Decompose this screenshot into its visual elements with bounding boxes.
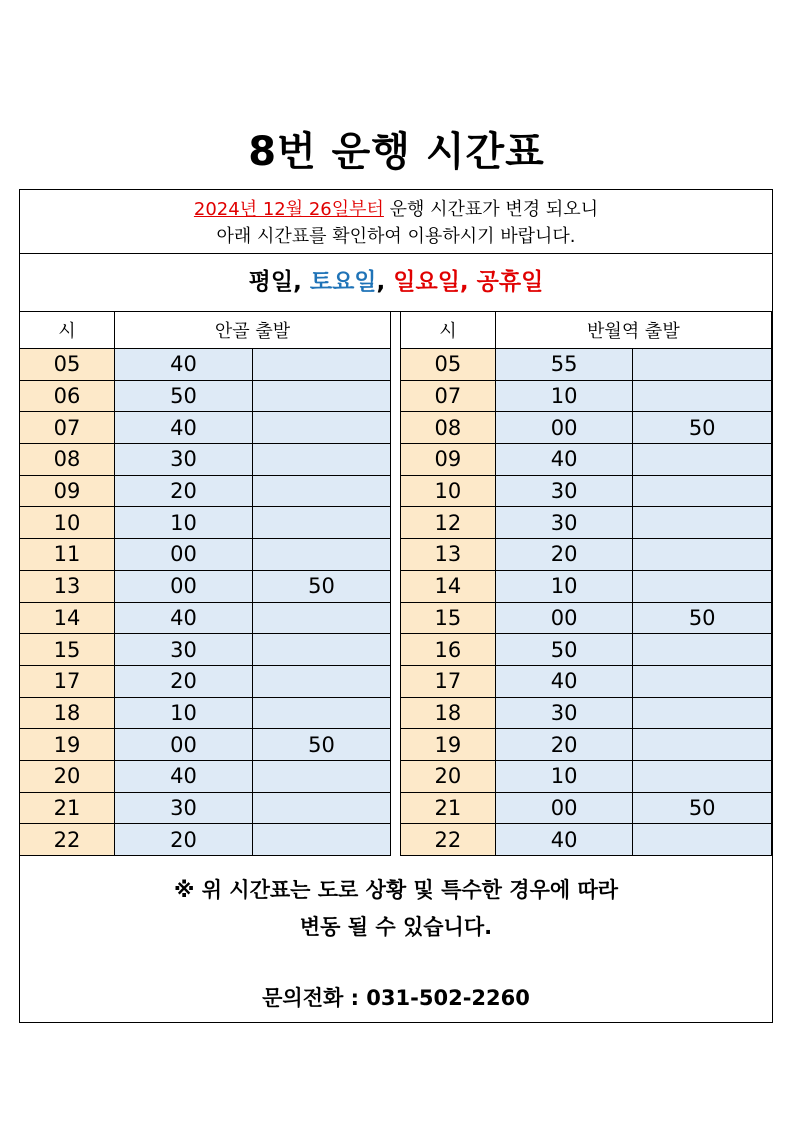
minute-cell-1: 40 xyxy=(115,412,253,444)
minute-cell-1: 00 xyxy=(495,602,633,634)
hour-cell: 05 xyxy=(20,349,115,381)
banwol-station-departure-table xyxy=(400,311,772,856)
hour-cell: 07 xyxy=(401,380,496,412)
minute-cell-2 xyxy=(633,444,772,476)
table-row xyxy=(20,539,391,571)
notice-line-1 xyxy=(20,196,772,223)
minute-cell-2 xyxy=(633,349,772,381)
minute-cell-1: 40 xyxy=(495,665,633,697)
hour-cell: 14 xyxy=(401,570,496,602)
table-row xyxy=(401,444,772,476)
weekday-label: 평일 xyxy=(248,269,294,295)
minute-cell-2 xyxy=(633,380,772,412)
table-row xyxy=(20,760,391,792)
hour-cell: 08 xyxy=(20,444,115,476)
minute-cell-2 xyxy=(253,634,391,666)
minute-cell-1: 00 xyxy=(115,729,253,761)
minute-cell-1: 20 xyxy=(495,729,633,761)
minute-cell-2: 50 xyxy=(633,602,772,634)
hour-cell: 05 xyxy=(401,349,496,381)
minute-cell-2 xyxy=(253,760,391,792)
footer-note xyxy=(20,872,772,946)
table-row xyxy=(401,475,772,507)
minute-cell-2 xyxy=(253,349,391,381)
minute-cell-1: 40 xyxy=(115,602,253,634)
minute-cell-2 xyxy=(633,665,772,697)
minute-cell-2 xyxy=(633,634,772,666)
hour-cell: 16 xyxy=(401,634,496,666)
hour-cell: 10 xyxy=(20,507,115,539)
table-row xyxy=(20,665,391,697)
minute-cell-1: 30 xyxy=(115,444,253,476)
table-row xyxy=(401,539,772,571)
minute-cell-1: 20 xyxy=(115,824,253,856)
table-row xyxy=(20,412,391,444)
hour-cell: 20 xyxy=(20,760,115,792)
hour-cell: 15 xyxy=(20,634,115,666)
minute-cell-2 xyxy=(253,475,391,507)
table-row xyxy=(401,634,772,666)
minute-cell-2: 50 xyxy=(253,729,391,761)
minute-cell-2 xyxy=(253,412,391,444)
footer-note-line-1: ※ 위 시간표는 도로 상황 및 특수한 경우에 따라 xyxy=(173,878,619,902)
table-row xyxy=(401,602,772,634)
saturday-label: 토요일 xyxy=(309,269,377,295)
table-row xyxy=(401,665,772,697)
hour-cell: 17 xyxy=(20,665,115,697)
table-row xyxy=(20,729,391,761)
table-row xyxy=(401,412,772,444)
table-row xyxy=(20,824,391,856)
hour-cell: 09 xyxy=(401,444,496,476)
notice-line-1-rest: 운행 시간표가 변경 되오니 xyxy=(383,199,599,220)
minute-cell-1: 40 xyxy=(115,349,253,381)
minute-cell-1: 00 xyxy=(495,792,633,824)
minute-cell-1: 40 xyxy=(495,824,633,856)
minute-cell-2 xyxy=(633,824,772,856)
minute-cell-1: 50 xyxy=(115,380,253,412)
minute-cell-1: 00 xyxy=(115,539,253,571)
hour-cell: 20 xyxy=(401,760,496,792)
minute-cell-1: 10 xyxy=(115,697,253,729)
table-row xyxy=(401,792,772,824)
hour-cell: 18 xyxy=(20,697,115,729)
minute-cell-2 xyxy=(253,665,391,697)
hour-cell: 17 xyxy=(401,665,496,697)
sunday-label: 일요일 xyxy=(393,269,460,295)
minute-cell-1: 50 xyxy=(495,634,633,666)
hour-cell: 22 xyxy=(20,824,115,856)
minute-cell-1: 20 xyxy=(495,539,633,571)
hour-cell: 18 xyxy=(401,697,496,729)
minute-cell-2: 50 xyxy=(253,570,391,602)
minute-cell-2: 50 xyxy=(633,792,772,824)
minute-cell-1: 10 xyxy=(495,760,633,792)
hour-cell: 15 xyxy=(401,602,496,634)
minute-cell-1: 10 xyxy=(115,507,253,539)
minute-cell-1: 30 xyxy=(495,507,633,539)
hour-cell: 09 xyxy=(20,475,115,507)
change-notice xyxy=(20,190,772,254)
minute-cell-1: 20 xyxy=(115,475,253,507)
minute-cell-2 xyxy=(253,602,391,634)
hour-cell: 08 xyxy=(401,412,496,444)
holiday-label: 공휴일 xyxy=(476,269,544,295)
minute-cell-2 xyxy=(633,539,772,571)
minute-cell-2 xyxy=(253,444,391,476)
table-row xyxy=(401,729,772,761)
minute-cell-1: 00 xyxy=(495,412,633,444)
minute-cell-2: 50 xyxy=(633,412,772,444)
minute-cell-2 xyxy=(253,824,391,856)
hour-cell: 12 xyxy=(401,507,496,539)
hour-cell: 21 xyxy=(401,792,496,824)
hour-header: 시 xyxy=(401,312,496,349)
minute-cell-1: 20 xyxy=(115,665,253,697)
footer-note-line-2: 변동 될 수 있습니다. xyxy=(299,915,493,939)
table-row xyxy=(20,349,391,381)
table-row xyxy=(401,760,772,792)
departure-header: 안골 출발 xyxy=(115,312,391,349)
minute-cell-2 xyxy=(633,507,772,539)
minute-cell-1: 30 xyxy=(115,792,253,824)
minute-cell-2 xyxy=(253,507,391,539)
minute-cell-2 xyxy=(253,697,391,729)
minute-cell-2 xyxy=(253,792,391,824)
minute-cell-2 xyxy=(253,539,391,571)
hour-header: 시 xyxy=(20,312,115,349)
contact-phone: 문의전화 : 031-502-2260 xyxy=(262,986,530,1010)
minute-cell-1: 40 xyxy=(115,760,253,792)
minute-cell-1: 10 xyxy=(495,570,633,602)
departure-header: 반월역 출발 xyxy=(495,312,771,349)
timetable-sheet xyxy=(19,189,773,1023)
hour-cell: 14 xyxy=(20,602,115,634)
minute-cell-2 xyxy=(633,760,772,792)
notice-line-2: 아래 시간표를 확인하여 이용하시기 바랍니다. xyxy=(216,226,576,247)
table-row xyxy=(401,697,772,729)
minute-cell-1: 10 xyxy=(495,380,633,412)
minute-cell-1: 40 xyxy=(495,444,633,476)
table-header-row xyxy=(401,312,772,349)
days-separator: , xyxy=(293,269,310,295)
hour-cell: 13 xyxy=(401,539,496,571)
table-row xyxy=(401,570,772,602)
hour-cell: 21 xyxy=(20,792,115,824)
angol-departure-table xyxy=(19,311,391,856)
hour-cell: 13 xyxy=(20,570,115,602)
minute-cell-1: 30 xyxy=(115,634,253,666)
table-row xyxy=(20,444,391,476)
hour-cell: 10 xyxy=(401,475,496,507)
table-row xyxy=(20,792,391,824)
minute-cell-1: 00 xyxy=(115,570,253,602)
minute-cell-2 xyxy=(633,475,772,507)
days-separator: , xyxy=(376,269,394,295)
effective-date: 2024년 12월 26일부터 xyxy=(193,199,384,220)
table-row xyxy=(401,824,772,856)
hour-cell: 06 xyxy=(20,380,115,412)
table-row xyxy=(20,507,391,539)
hour-cell: 11 xyxy=(20,539,115,571)
hour-cell: 22 xyxy=(401,824,496,856)
table-row xyxy=(20,475,391,507)
table-row xyxy=(401,507,772,539)
minute-cell-1: 30 xyxy=(495,475,633,507)
minute-cell-2 xyxy=(253,380,391,412)
table-row xyxy=(20,697,391,729)
minute-cell-2 xyxy=(633,570,772,602)
minute-cell-2 xyxy=(633,697,772,729)
hour-cell: 07 xyxy=(20,412,115,444)
hour-cell: 19 xyxy=(401,729,496,761)
minute-cell-2 xyxy=(633,729,772,761)
table-row xyxy=(20,380,391,412)
table-header-row xyxy=(20,312,391,349)
days-separator: , xyxy=(459,269,477,295)
table-row xyxy=(20,570,391,602)
page-title: 8번 운행 시간표 xyxy=(248,129,545,175)
minute-cell-1: 55 xyxy=(495,349,633,381)
table-row xyxy=(20,634,391,666)
table-row xyxy=(20,602,391,634)
operating-days xyxy=(20,254,772,312)
minute-cell-1: 30 xyxy=(495,697,633,729)
table-row xyxy=(401,380,772,412)
table-row xyxy=(401,349,772,381)
hour-cell: 19 xyxy=(20,729,115,761)
